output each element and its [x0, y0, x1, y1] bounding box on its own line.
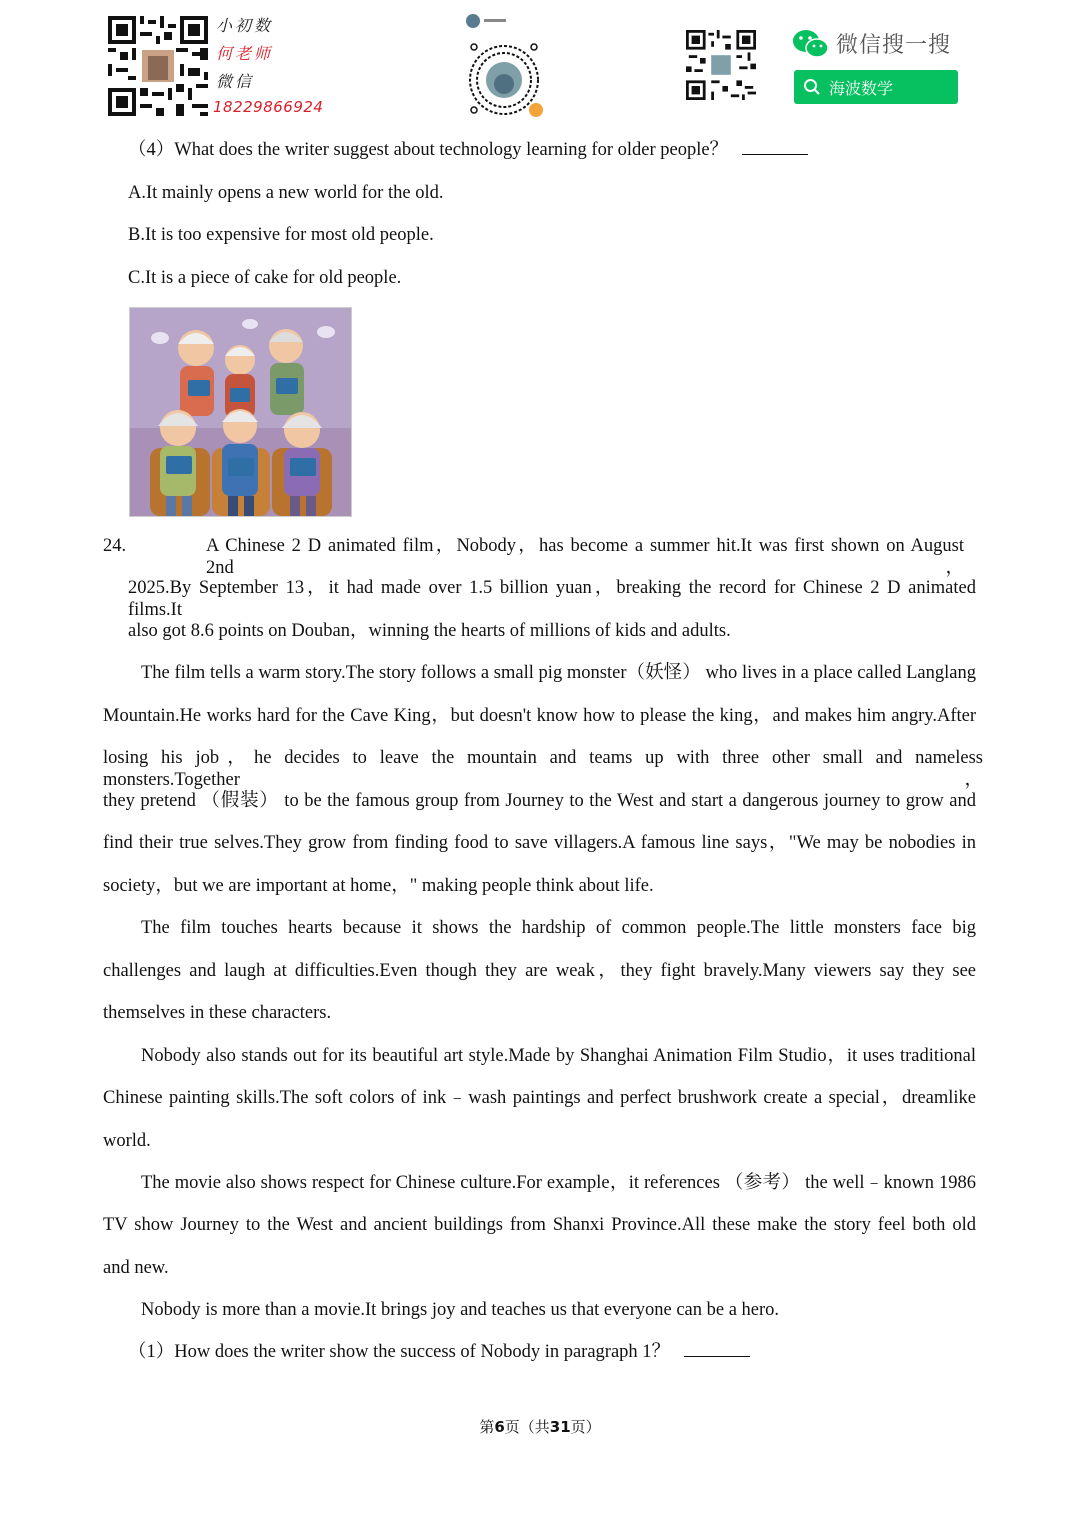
mini-program-code [462, 12, 546, 120]
paragraph-5-line-1: The movie also shows respect for Chinese culture.For example，it references （参考） the well﹣known 1986 [141, 1173, 976, 1193]
option-c: C.It is a piece of cake for old people. [128, 268, 402, 288]
paragraph-5-line-3: and new. [103, 1258, 169, 1278]
answer-blank[interactable] [684, 1342, 750, 1357]
paragraph-6: Nobody is more than a movie.It brings joy and teaches us that everyone can be a hero. [141, 1300, 780, 1320]
paragraph-2-line-3: losing his job，he decides to leave the mountain and teams up with three other small and nameless monsters.Together， [103, 748, 983, 790]
answer-blank[interactable] [742, 140, 808, 155]
search-button-label: 海波数学 [829, 79, 894, 98]
footer-middle: 页（共 [504, 1420, 550, 1436]
paragraph-3-line-3: themselves in these characters. [103, 1003, 332, 1023]
search-icon [803, 78, 821, 96]
total-pages: 31 [549, 1418, 571, 1436]
qr-code-official [686, 30, 756, 100]
option-a: A.It mainly opens a new world for the old. [128, 183, 444, 203]
contact-phone: 18229866924 [213, 98, 324, 116]
wechat-search-button[interactable] [794, 70, 958, 104]
paragraph-2-line-5: find their true selves.They grow from finding food to save villagers.A famous line says，"We may be nobodies in [103, 833, 976, 853]
paragraph-1-line-1: A Chinese 2 D animated film，Nobody，has become a summer hit.It was first shown on August 2nd， [206, 536, 964, 578]
paragraph-3-line-2: challenges and laugh at difficulties.Even though they are weak，they fight bravely.Many viewers say they see [103, 961, 976, 981]
paragraph-2-line-2: Mountain.He works hard for the Cave King，but doesn't know how to please the king，and makes him angry.After [103, 706, 976, 726]
contact-line-2: 何老师 [216, 44, 274, 63]
paragraph-5-line-2: TV show Journey to the West and ancient buildings from Shanxi Province.All these make the story feel both old [103, 1215, 976, 1235]
paragraph-1-line-3: also got 8.6 points on Douban，winning the hearts of millions of kids and adults. [128, 621, 731, 641]
page-footer [0, 1416, 1080, 1437]
question-number: 24. [103, 536, 127, 556]
paragraph-2-line-1: The film tells a warm story.The story follows a small pig monster（妖怪） who lives in a place called Langlang [141, 663, 976, 683]
wechat-search-label: 微信搜一搜 [836, 33, 952, 58]
paragraph-2-line-4: they pretend （假装） to be the famous group from Journey to the West and start a dangerous journey to grow and [103, 791, 976, 811]
elderly-with-tablets-illustration [129, 307, 352, 517]
contact-line-3: 微信 [216, 72, 255, 91]
wechat-logo-icon [792, 28, 830, 60]
paragraph-4-line-2: Chinese painting skills.The soft colors of ink﹣wash paintings and perfect brushwork create a special，dreamlike [103, 1088, 976, 1108]
paragraph-4-line-3: world. [103, 1131, 151, 1151]
qr-code-teacher [108, 16, 208, 116]
footer-prefix: 第 [479, 1420, 495, 1436]
paragraph-3-line-1: The film touches hearts because it shows the hardship of common people.The little monsters face big [141, 918, 976, 938]
contact-line-1: 小初数 [216, 16, 274, 35]
paragraph-4-line-1: Nobody also stands out for its beautiful art style.Made by Shanghai Animation Film Studio，it uses traditional [141, 1046, 976, 1066]
paragraph-1-line-2: 2025.By September 13，it had made over 1.5 billion yuan，breaking the record for Chinese 2 D animated films.It [128, 578, 976, 620]
page-number: 6 [494, 1418, 505, 1436]
question-4-stem: （4）What does the writer suggest about technology learning for older people？ [128, 139, 808, 161]
question-1-stem: （1）How does the writer show the success of Nobody in paragraph 1？ [128, 1341, 750, 1363]
footer-suffix: 页） [570, 1420, 601, 1436]
option-b: B.It is too expensive for most old people. [128, 225, 434, 245]
paragraph-2-line-6: society，but we are important at home，" making people think about life. [103, 876, 654, 896]
